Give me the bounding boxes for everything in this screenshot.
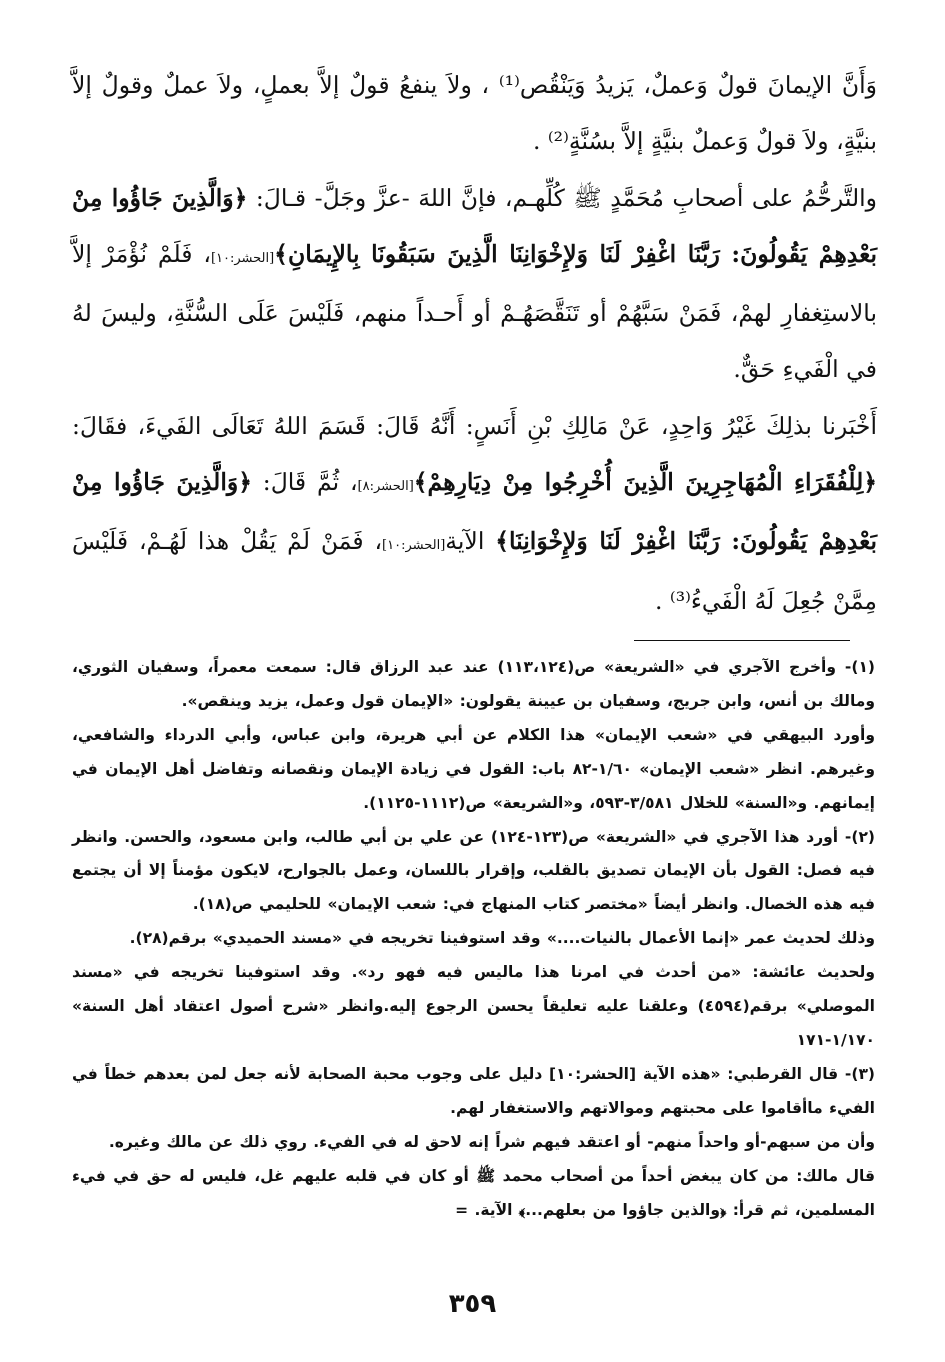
paragraph-3-text-c: الآية bbox=[445, 527, 496, 555]
main-text bbox=[72, 58, 877, 629]
quran-quote: ﴿وَالَّذِينَ جَاؤُوا مِنْ بَعْدِهِمْ يَقُولُونَ: رَبَّنَا اغْفِرْ لَنَا وَلإِخْوَانِنَا الَّذِينَ سَبَقُونَا بِالإِيمَانِ﴾ bbox=[72, 184, 877, 268]
footnote-2-hadith-aisha: ولحديث عائشة: «من أحدث في امرنا هذا ماليس فيه فهو رد». وقد استوفينا تخريجه في «مسند الموصلي» برقم(٤٥٩٤) وعلقنا عليه تعليقاً يحسن الرجوع إليه.وانظر «شرح أصول اعتقاد أهل السنة» ١/١٧٠-١٧١ bbox=[72, 963, 875, 1049]
paragraph-2-text-b: ، فَلَمْ نُؤْمَرْ إلاَّ بالاستِغفارِ لهمْ، فَمَنْ سَبَّهُمْ أو تَنَقَّصَهُـمْ أو أَحـداً منهم، فَلَيْسَ عَلَى السُّنَّةِ، وليسَ لهُ في الْفَيءِ حَقٌّ. bbox=[72, 239, 877, 383]
quran-reference: [الحشر:١٠] bbox=[382, 538, 446, 553]
footnote-3: (٣)- قال القرطبي: «هذه الآية [الحشر:١٠] دليل على وجوب محبة الصحابة لأنه جعل لمن بعدهم خطاً في الفيء ماأقاموا على محبتهم وموالاتهم والاستغفار لهم. bbox=[72, 1064, 876, 1117]
paragraph-1 bbox=[72, 58, 877, 169]
quran-reference: [الحشر:٨] bbox=[357, 478, 414, 494]
footnote-1-continued: وأورد البيهقي في «شعب الإيمان» هذا الكلام عن أبي هريرة، وابن عباس، وأبي الدرداء والشافعي، وغيرهم. انظر «شعب الإيمان» ١/٦٠-٨٢ باب: القول في زيادة الإيمان ونقصانه وتفاضل أهل الإيمان في إيمانهم. و«السنة» للخلال ٣/٥٨١-٥٩٣، و«الشريعة» ص(١١١٢-١١٢٥). bbox=[72, 725, 875, 812]
footnote-2: (٢)- أورد هذا الآجري في «الشريعة» ص(١٢٣-١٢٤) عن علي بن أبي طالب، وابن مسعود، والحسن. وانظر فيه فصل: القول بأن الإيمان تصديق بالقلب، وإقرار باللسان، وعمل بالجوارح، لايكون مؤمناً إلا أن يجتمع فيه هذه الخصال. وانظر أيضاً «مختصر كتاب المنهاج في: شعب الإيمان» للحليمي ص(١٨). bbox=[72, 827, 875, 914]
paragraph-3-text-a: أَخْبَرنا بذلِكَ غَيْرُ وَاحِدٍ، عَنْ مَالِكِ بْنِ أَنَسٍ: أَنَّهُ قَالَ: قَسَمَ اللهُ تَعَالَى الفَيءَ، فقَالَ: bbox=[72, 412, 877, 440]
paragraph-3-text-b: ، ثُمَّ قَالَ: bbox=[251, 467, 358, 496]
footnote-1: (١)- وأخرج الآجري في «الشريعة» ص(١١٣،١٢٤) عند عبد الرزاق قال: سمعت معمراً، وسفيان الثوري، ومالك بن أنس، وابن جريج، وسفيان بن عيينة يقولون: «الإيمان قول وعمل، يزيد وينقص». bbox=[72, 658, 875, 710]
footnote-divider bbox=[634, 640, 850, 641]
footnote-3-continued: وأن من سبهم-أو واحداً منهم- أو اعتقد فيهم شراً إنه لاحق له في الفيء. روي ذلك عن مالك وغيره. bbox=[108, 1132, 875, 1151]
page-number: ٣٥٩ bbox=[448, 1289, 497, 1319]
footnote-2-hadith-umar: وذلك لحديث عمر «إنما الأعمال بالنيات....» وقد استوفينا تخريجه في «مسند الحميدي» برقم(٢٨). bbox=[129, 929, 875, 948]
footnotes bbox=[72, 651, 875, 1227]
paragraph-1-text: وَأَنَّ الإيمانَ قولٌ وَعملٌ، يَزيدُ وَيَنْقُص⁽¹⁾ ، ولاَ ينفعُ قولٌ إلاَّ بعملٍ، ولاَ عملٌ وقولٌ إلاَّ بنيَّةٍ، ولاَ قولٌ وَعملٌ بنيَّةٍ إلاَّ بسُنَّةٍ⁽²⁾ . bbox=[72, 71, 877, 155]
footnote-3-malik: قال مالك: من كان يبغض أحداً من أصحاب محمد ﷺ أو كان في قلبه عليهم غل، فليس له حق في فيء المسلمين، ثم قرأ: ﴿والذين جاؤوا من بعلهم...﴾ الآية. = bbox=[72, 1166, 875, 1219]
paragraph-3 bbox=[72, 399, 877, 629]
quran-quote: ﴿لِلْفُقَرَاءِ الْمُهَاجِرِينَ الَّذِينَ أُخْرِجُوا مِنْ دِيَارِهِمْ﴾ bbox=[413, 467, 878, 496]
paragraph-3-text-d: ، فَمَنْ لَمْ يَقُلْ هذا لَهُـمْ، فَلَيْسَ مِمَّنْ جُعِلَ لَهُ الْفَيءُ⁽³⁾ . bbox=[72, 527, 877, 615]
quran-quote: ﴿وَالَّذِينَ جَاؤُوا مِنْ بَعْدِهِمْ يَقُولُونَ: رَبَّنَا اغْفِرْ لَنَا وَلإِخْوَانِنَا﴾ bbox=[72, 467, 878, 555]
paragraph-2 bbox=[72, 171, 877, 397]
quran-reference: [الحشر:١٠] bbox=[210, 250, 275, 266]
paragraph-2-text-a: والتَّرحُّمُ على أصحابِ مُحَمَّدٍ ﷺ كُلِّهـم، فإنَّ اللهَ -عزَّ وجَلَّ- قـالَ: bbox=[247, 184, 877, 212]
